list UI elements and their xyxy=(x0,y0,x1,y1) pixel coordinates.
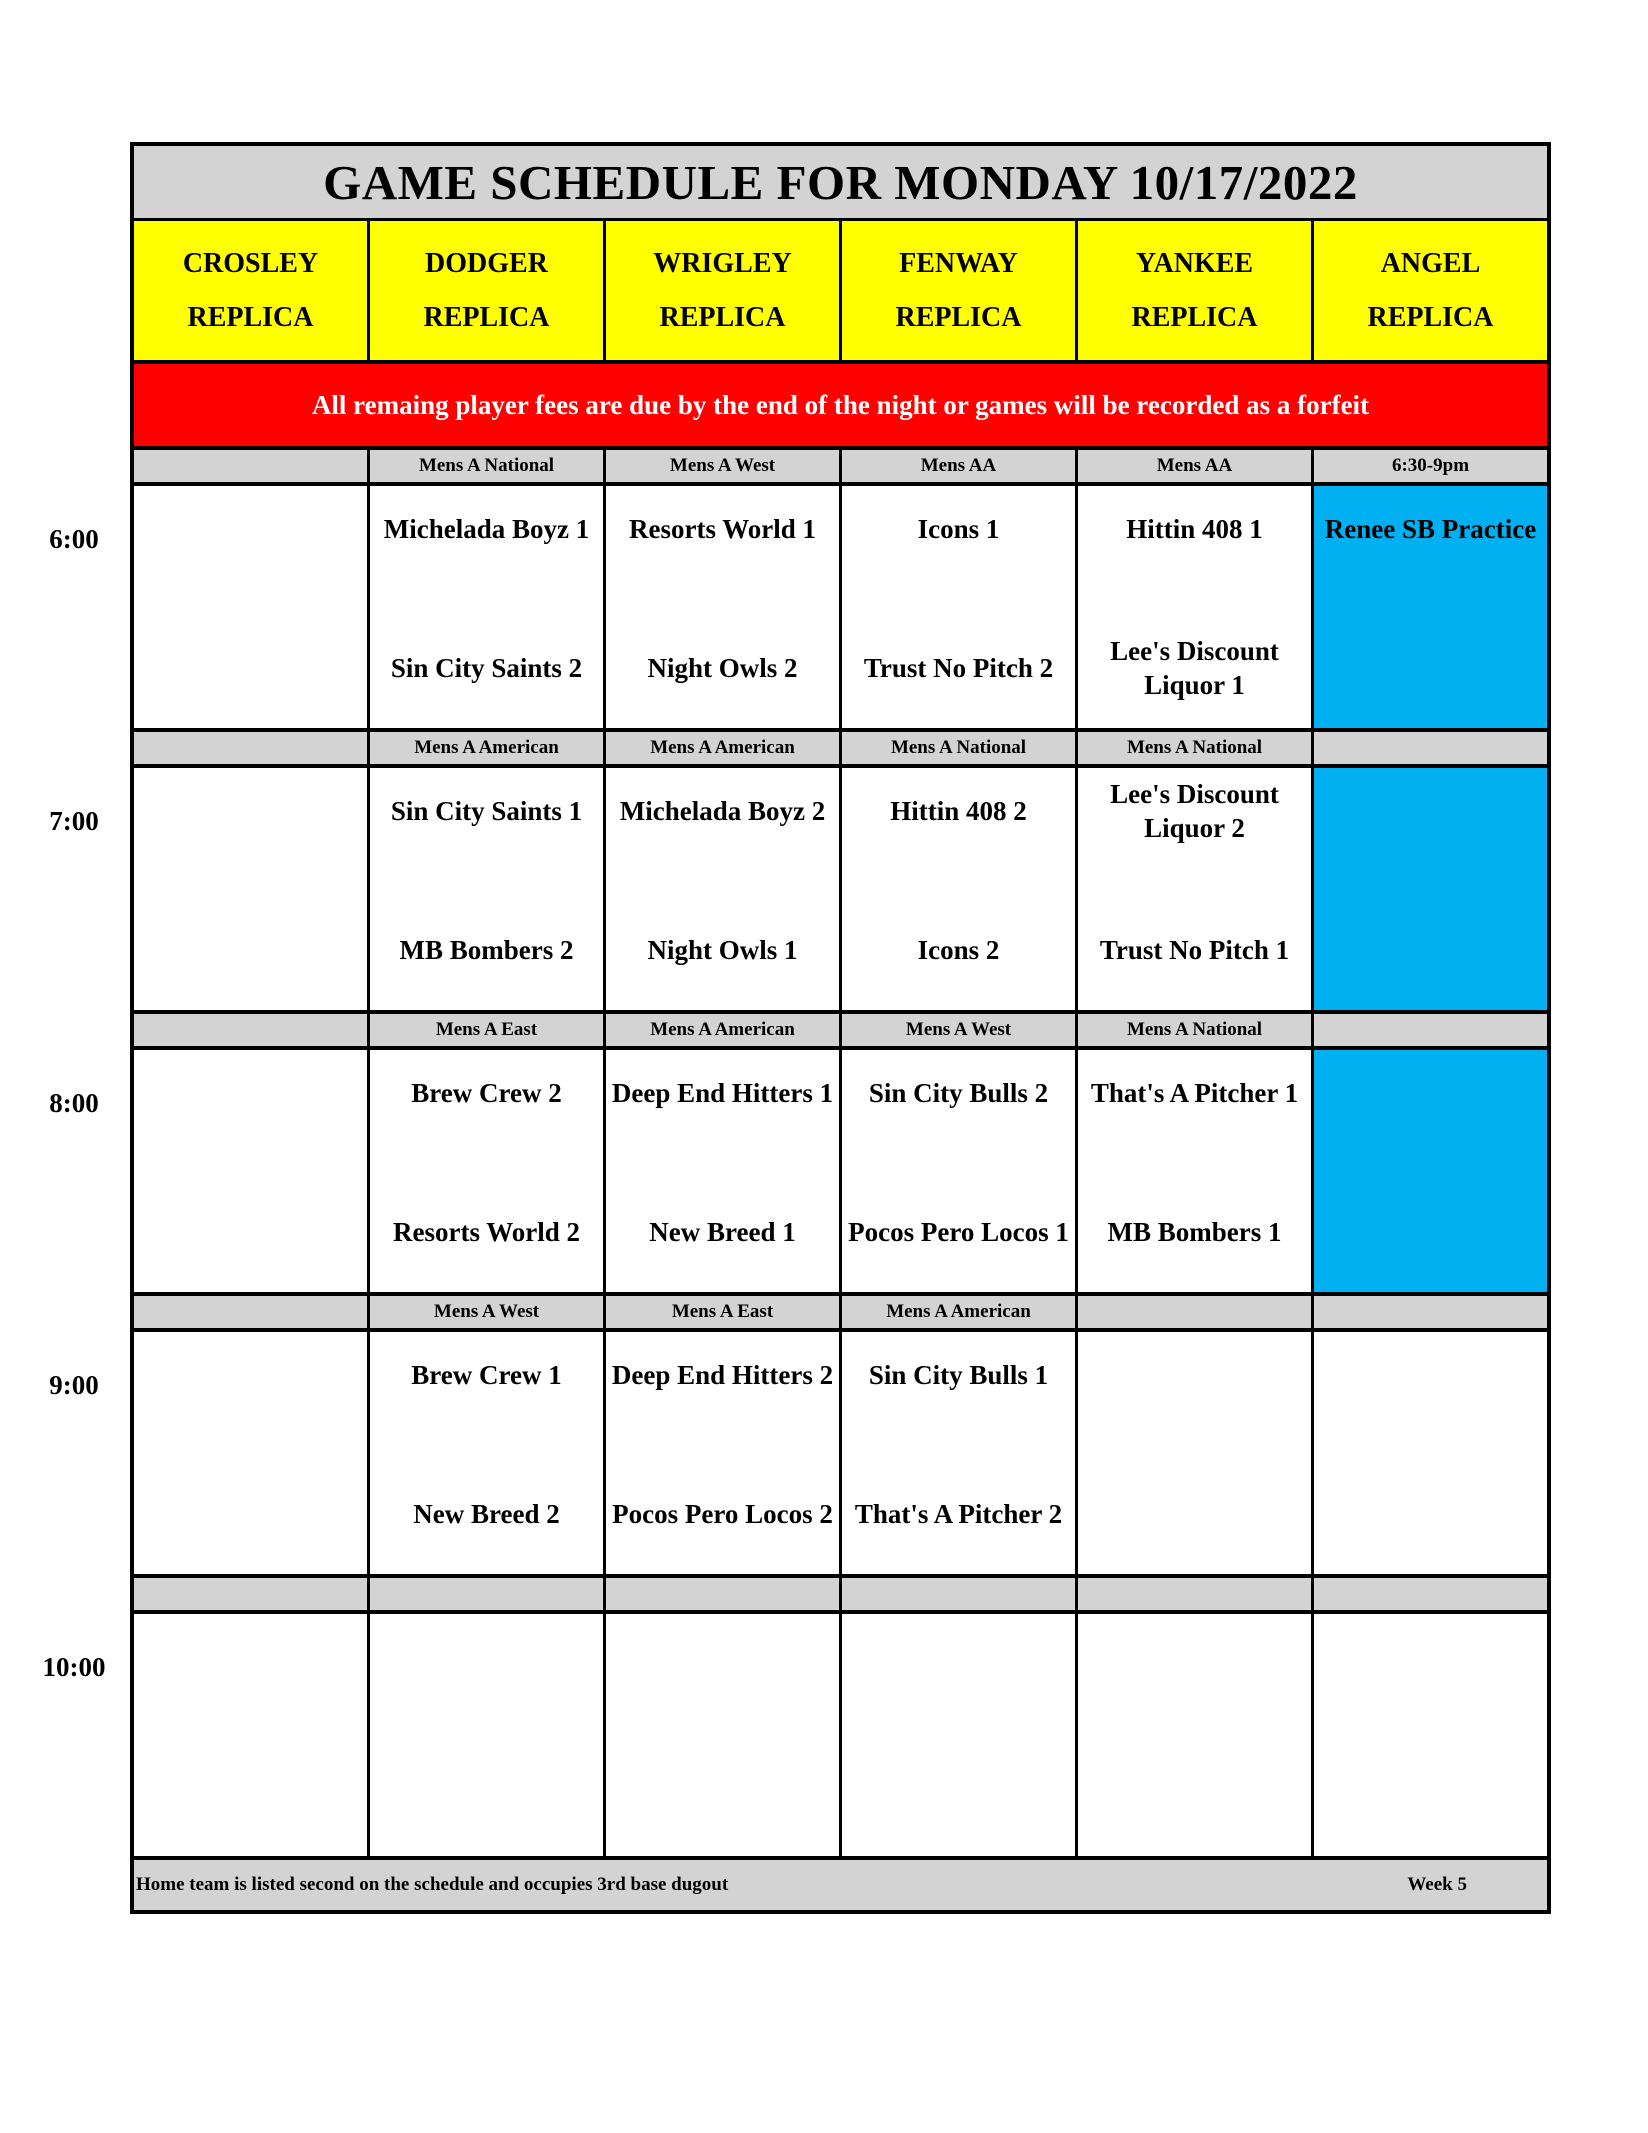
time-label: 7:00 xyxy=(49,806,99,836)
game-cell xyxy=(842,1050,1078,1292)
game-cell xyxy=(134,1050,370,1292)
footer-note: Home team is listed second on the schedule and occupies 3rd base dugout xyxy=(136,1874,729,1895)
away-team xyxy=(1314,768,1547,889)
field-name: CROSLEY xyxy=(182,247,319,279)
game-cell xyxy=(1314,768,1547,1010)
home-team: Trust No Pitch 1 xyxy=(1099,934,1290,965)
division-label xyxy=(606,1578,842,1610)
field-sub: REPLICA xyxy=(659,301,786,333)
division-label xyxy=(134,1578,370,1610)
division-label xyxy=(134,1296,370,1328)
week-label: Week 5 xyxy=(1407,1874,1467,1895)
division-label xyxy=(134,450,370,482)
division-label xyxy=(842,1578,1078,1610)
field-angel xyxy=(1314,221,1547,364)
home-team: MB Bombers 1 xyxy=(1107,1216,1282,1247)
away-team: Resorts World 1 xyxy=(629,513,816,544)
field-sub: REPLICA xyxy=(423,301,550,333)
away-team xyxy=(1314,1050,1547,1171)
fee-notice-banner: All remaing player fees are due by the end of the night or games will be recorded as a forfeit xyxy=(130,364,1551,450)
home-team xyxy=(1314,889,1547,1010)
home-team xyxy=(134,607,367,728)
game-cell xyxy=(606,768,842,1010)
game-cell xyxy=(1078,1614,1314,1856)
game-cell xyxy=(370,768,606,1010)
time-label: 8:00 xyxy=(49,1088,99,1118)
field-name: DODGER xyxy=(425,247,548,279)
home-team: Icons 2 xyxy=(917,934,1000,965)
game-cell xyxy=(134,486,370,728)
field-yankee xyxy=(1078,221,1314,364)
time-slot-row xyxy=(42,1614,1551,1860)
field-header-row xyxy=(130,221,1551,364)
time-slot-row xyxy=(49,768,1551,1014)
home-team xyxy=(1314,1171,1547,1292)
away-team: Michelada Boyz 2 xyxy=(619,795,826,826)
away-team xyxy=(134,486,367,607)
away-team xyxy=(134,1050,367,1171)
game-cell xyxy=(606,1614,842,1856)
home-team xyxy=(134,889,367,1010)
schedule-sheet xyxy=(42,142,1551,1914)
home-team: Resorts World 2 xyxy=(393,1216,580,1247)
division-label xyxy=(370,1578,606,1610)
away-team: Hittin 408 2 xyxy=(890,795,1027,826)
home-team: Pocos Pero Locos 2 xyxy=(612,1498,833,1529)
division-label: 6:30-9pm xyxy=(1391,455,1470,476)
home-team xyxy=(606,1735,839,1856)
division-row xyxy=(130,450,1551,486)
away-team: Sin City Bulls 2 xyxy=(868,1077,1049,1108)
game-cell xyxy=(134,1332,370,1574)
division-label: Mens A American xyxy=(842,1296,1078,1328)
home-team: Sin City Saints 2 xyxy=(390,652,583,683)
time-slot-row xyxy=(49,1050,1551,1296)
away-team xyxy=(1078,1332,1311,1453)
home-team xyxy=(842,1735,1075,1856)
home-team xyxy=(1314,607,1547,728)
field-crosley xyxy=(134,221,370,364)
game-cell xyxy=(134,1614,370,1856)
home-team: New Breed 1 xyxy=(649,1216,796,1247)
division-label xyxy=(134,1014,370,1046)
away-team: Brew Crew 2 xyxy=(411,1077,562,1108)
field-name: FENWAY xyxy=(899,247,1018,279)
home-team: Lee's Discount Liquor 1 xyxy=(1110,635,1279,700)
game-cell xyxy=(370,486,606,728)
away-team: That's A Pitcher 1 xyxy=(1090,1077,1299,1108)
game-cell xyxy=(1314,1614,1547,1856)
away-team xyxy=(134,1332,367,1453)
division-label: Mens A West xyxy=(842,1014,1078,1046)
home-team xyxy=(134,1735,367,1856)
field-name: YANKEE xyxy=(1135,247,1254,279)
field-sub: REPLICA xyxy=(1367,301,1494,333)
field-wrigley xyxy=(606,221,842,364)
home-team xyxy=(1314,1735,1547,1856)
time-label: 9:00 xyxy=(49,1370,99,1400)
division-label: Mens A National xyxy=(1078,732,1314,764)
home-team xyxy=(1078,1735,1311,1856)
away-team: Deep End Hitters 1 xyxy=(611,1077,834,1108)
home-team xyxy=(1078,1453,1311,1574)
division-label: Mens A East xyxy=(606,1296,842,1328)
game-cell xyxy=(1314,1332,1547,1574)
game-cell xyxy=(1314,486,1547,728)
division-label: Mens A East xyxy=(370,1014,606,1046)
division-label: Mens A American xyxy=(606,732,842,764)
division-label: Mens AA xyxy=(1078,450,1314,482)
home-team: Trust No Pitch 2 xyxy=(863,652,1054,683)
away-team: Lee's Discount Liquor 2 xyxy=(1110,778,1279,843)
field-sub: REPLICA xyxy=(1131,301,1258,333)
game-cell xyxy=(1078,1050,1314,1292)
home-team xyxy=(134,1171,367,1292)
away-team: Brew Crew 1 xyxy=(411,1359,562,1390)
time-label: 6:00 xyxy=(49,524,99,554)
division-label xyxy=(1314,1014,1547,1046)
division-label xyxy=(1314,732,1547,764)
time-slot-row xyxy=(49,486,1551,732)
field-name: WRIGLEY xyxy=(653,247,792,279)
away-team xyxy=(1314,1614,1547,1735)
division-label xyxy=(1314,1578,1547,1610)
away-team xyxy=(1078,1614,1311,1735)
away-team: Sin City Saints 1 xyxy=(390,795,583,826)
home-team: Night Owls 2 xyxy=(647,652,798,683)
game-cell xyxy=(842,1614,1078,1856)
home-team: Pocos Pero Locos 1 xyxy=(848,1216,1069,1247)
field-sub: REPLICA xyxy=(187,301,314,333)
home-team: Night Owls 1 xyxy=(647,934,798,965)
game-cell xyxy=(1078,768,1314,1010)
division-label xyxy=(134,732,370,764)
time-slots xyxy=(42,450,1551,1860)
away-team: Hittin 408 1 xyxy=(1126,513,1263,544)
home-team xyxy=(134,1453,367,1574)
game-cell xyxy=(606,486,842,728)
division-label: Mens A National xyxy=(1078,1014,1314,1046)
division-row xyxy=(130,1296,1551,1332)
away-team xyxy=(134,768,367,889)
field-name: ANGEL xyxy=(1380,247,1481,279)
page-title: GAME SCHEDULE FOR MONDAY 10/17/2022 xyxy=(130,142,1551,221)
division-label xyxy=(1078,1578,1314,1610)
game-cell xyxy=(370,1050,606,1292)
division-label xyxy=(1078,1296,1314,1328)
division-label: Mens AA xyxy=(842,450,1078,482)
away-team: Sin City Bulls 1 xyxy=(868,1359,1049,1390)
home-team: That's A Pitcher 2 xyxy=(854,1498,1063,1529)
game-cell xyxy=(370,1332,606,1574)
game-cell xyxy=(842,768,1078,1010)
time-label: 10:00 xyxy=(42,1652,106,1682)
away-team: Deep End Hitters 2 xyxy=(611,1359,834,1390)
away-team xyxy=(1314,1332,1547,1453)
game-cell xyxy=(606,1332,842,1574)
home-team xyxy=(370,1735,603,1856)
footer xyxy=(130,1860,1551,1914)
field-dodger xyxy=(370,221,606,364)
division-label: Mens A National xyxy=(842,732,1078,764)
field-fenway xyxy=(842,221,1078,364)
game-cell xyxy=(842,1332,1078,1574)
division-label: Mens A West xyxy=(370,1296,606,1328)
away-team xyxy=(842,1614,1075,1735)
away-team: Renee SB Practice xyxy=(1324,513,1537,544)
field-sub: REPLICA xyxy=(895,301,1022,333)
division-label: Mens A American xyxy=(606,1014,842,1046)
away-team: Michelada Boyz 1 xyxy=(383,513,590,544)
game-cell xyxy=(1078,486,1314,728)
home-team: MB Bombers 2 xyxy=(399,934,574,965)
division-row xyxy=(130,1014,1551,1050)
division-label: Mens A National xyxy=(370,450,606,482)
game-cell xyxy=(134,768,370,1010)
time-slot-row xyxy=(49,1332,1551,1578)
division-row xyxy=(130,732,1551,768)
home-team: New Breed 2 xyxy=(413,1498,560,1529)
game-cell xyxy=(370,1614,606,1856)
division-label xyxy=(1314,1296,1547,1328)
division-label: Mens A West xyxy=(606,450,842,482)
game-cell xyxy=(842,486,1078,728)
game-cell xyxy=(606,1050,842,1292)
away-team xyxy=(134,1614,367,1735)
division-row xyxy=(130,1578,1551,1614)
division-label: Mens A American xyxy=(370,732,606,764)
away-team xyxy=(606,1614,839,1735)
home-team xyxy=(1314,1453,1547,1574)
away-team xyxy=(370,1614,603,1735)
game-cell xyxy=(1078,1332,1314,1574)
away-team: Icons 1 xyxy=(917,513,1000,544)
game-cell xyxy=(1314,1050,1547,1292)
